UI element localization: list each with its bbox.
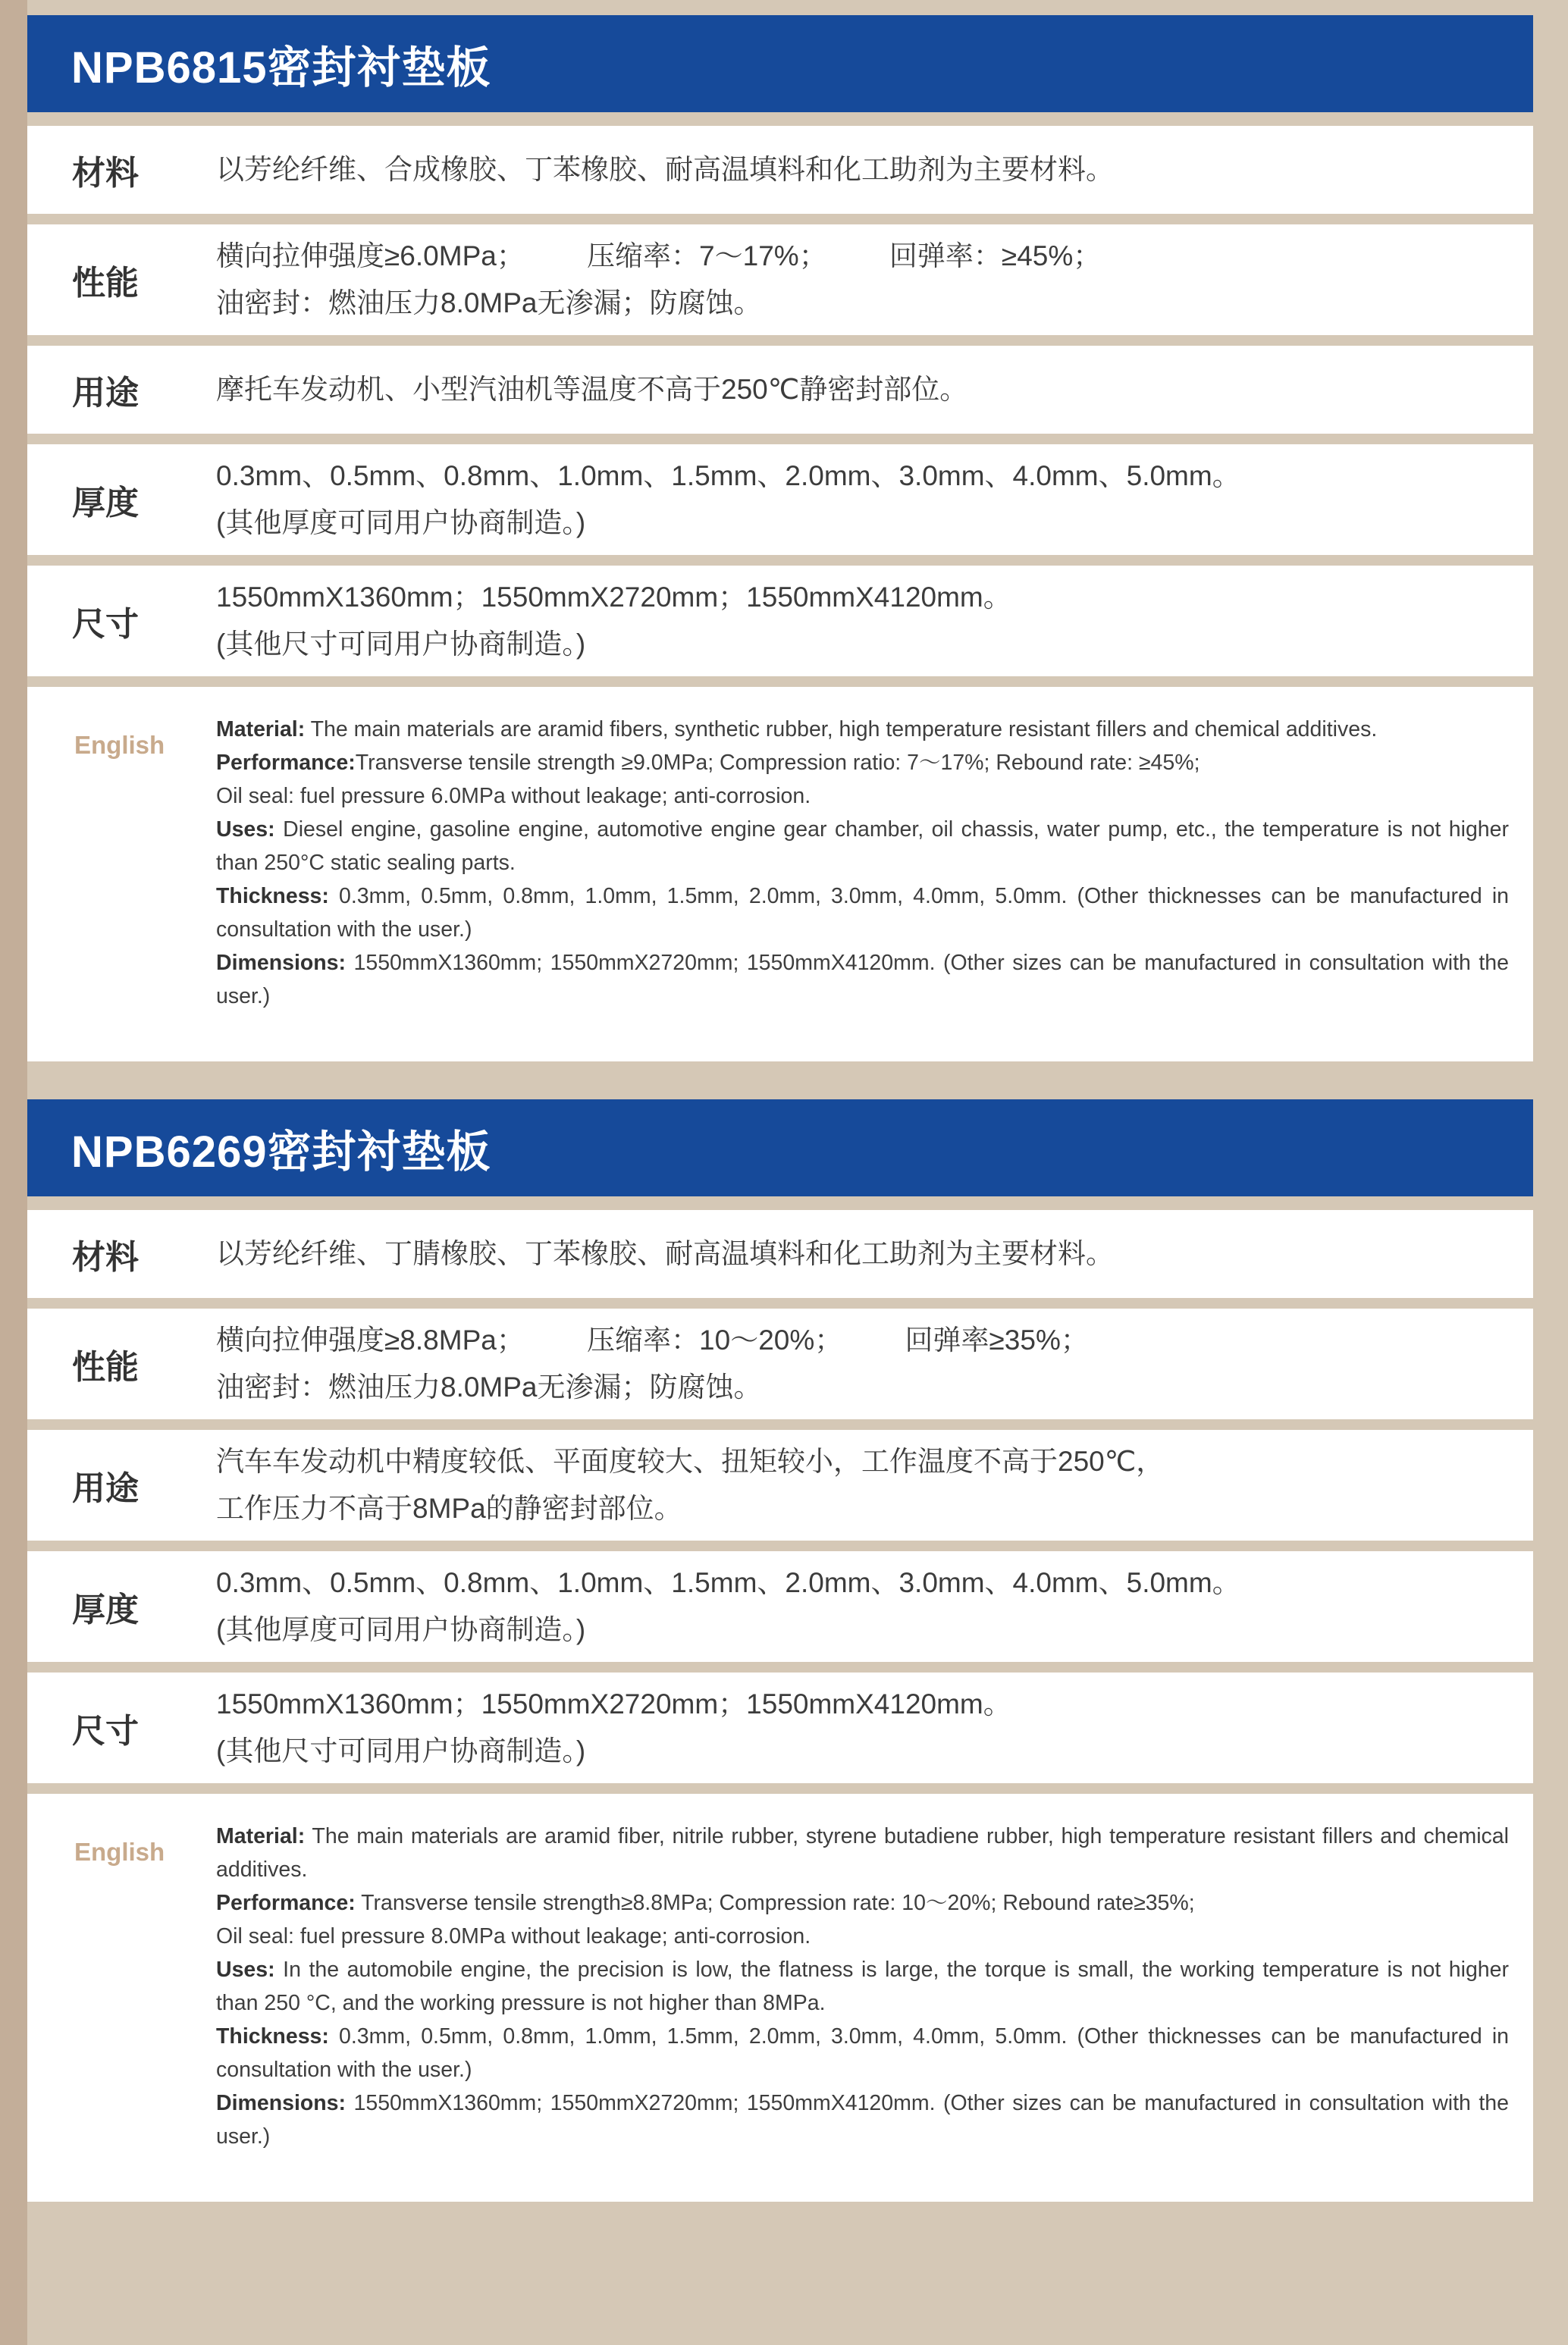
spec-row-content	[216, 1438, 1533, 1532]
spec-row-content	[216, 453, 1533, 547]
english-entry-text: Oil seal: fuel pressure 8.0MPa without leakage; anti-corrosion.	[216, 1924, 811, 1948]
english-entry-text: 1550mmX1360mm; 1550mmX2720mm; 1550mmX4120mm. (Other sizes can be manufactured in consultation with the user.)	[216, 2091, 1509, 2149]
spec-row-performance	[27, 1309, 1533, 1419]
spec-text: 汽车车发动机中精度较低、平面度较大、扭矩较小，工作温度不高于250℃，	[216, 1446, 1165, 1477]
spec-text: 油密封：燃油压力8.0MPa无渗漏；防腐蚀。	[216, 1372, 762, 1403]
english-entry-text: 1550mmX1360mm; 1550mmX2720mm; 1550mmX4120mm. (Other sizes can be manufactured in consultation with the user.)	[216, 951, 1509, 1008]
english-entry-uses	[216, 1953, 1509, 2020]
english-entry-label: Dimensions:	[216, 2091, 347, 2115]
spec-text: 横向拉伸强度≥6.0MPa； 压缩率：7～17%； 回弹率：≥45%；	[216, 240, 1102, 271]
spec-text: 0.3mm、0.5mm、0.8mm、1.0mm、1.5mm、2.0mm、3.0mm、4.0mm、5.0mm。	[216, 1567, 1240, 1598]
spec-row-label: 尺寸	[72, 606, 139, 643]
spec-row-content	[216, 1560, 1533, 1654]
english-entry-thickness	[216, 2020, 1509, 2086]
spec-row-uses	[27, 1430, 1533, 1541]
section-header	[27, 1099, 1533, 1196]
english-entry-text: Diesel engine, gasoline engine, automotive engine gear chamber, oil chassis, water pump, etc., the temperature is not higher than 250°C static sealing parts.	[216, 817, 1509, 875]
english-entry-label: Performance:	[216, 1891, 356, 1915]
english-entry-label: Uses:	[216, 1958, 275, 1982]
english-entry-material	[216, 1820, 1509, 1886]
product-title: NPB6269密封衬垫板	[71, 1127, 491, 1177]
product-section-npb6269	[27, 1099, 1533, 2202]
section-divider-gap	[27, 1061, 1533, 1099]
spec-row-content	[216, 1681, 1533, 1775]
english-entry-label: Uses:	[216, 817, 275, 842]
catalog-page	[27, 0, 1533, 2202]
spec-row-label: 材料	[72, 155, 139, 192]
spec-row-label: 厚度	[72, 484, 139, 522]
spec-row-dimensions	[27, 566, 1533, 676]
english-entry-oil-seal	[216, 1920, 1509, 1953]
spec-row-label: 性能	[72, 1349, 139, 1386]
english-label: English	[74, 731, 165, 759]
english-content	[216, 1820, 1509, 2153]
spec-row-material	[27, 1210, 1533, 1298]
spec-text: (其他尺寸可同用户协商制造。)	[216, 629, 586, 660]
spec-row-content	[216, 146, 1533, 193]
spec-row-thickness	[27, 444, 1533, 555]
spec-row-performance	[27, 224, 1533, 335]
spec-text: 以芳纶纤维、丁腈橡胶、丁苯橡胶、耐高温填料和化工助剂为主要材料。	[216, 1238, 1114, 1269]
english-entry-text: Transverse tensile strength ≥9.0MPa; Compression ratio: 7～17%; Rebound rate: ≥45%;	[355, 751, 1200, 775]
page-left-margin-strip	[0, 0, 27, 2345]
spec-row-label: 用途	[72, 1470, 139, 1507]
spec-row-label: 材料	[72, 1239, 139, 1276]
spec-text: (其他尺寸可同用户协商制造。)	[216, 1735, 586, 1767]
english-entry-text: The main materials are aramid fiber, nitrile rubber, styrene butadiene rubber, high temperature resistant fillers and chemical additives.	[216, 1824, 1509, 1882]
english-entry-text: Oil seal: fuel pressure 6.0MPa without leakage; anti-corrosion.	[216, 784, 811, 808]
english-content	[216, 713, 1509, 1013]
spec-text: 以芳纶纤维、合成橡胶、丁苯橡胶、耐高温填料和化工助剂为主要材料。	[216, 154, 1114, 185]
english-entry-uses	[216, 813, 1509, 879]
english-entry-label: Performance:	[216, 751, 356, 775]
spec-text: 1550mmX1360mm；1550mmX2720mm；1550mmX4120mm。	[216, 582, 1011, 613]
product-title: NPB6815密封衬垫板	[71, 43, 491, 92]
english-entry-label: Thickness:	[216, 884, 329, 908]
english-entry-performance	[216, 746, 1509, 779]
english-translation-panel	[27, 1794, 1533, 2202]
spec-text: 0.3mm、0.5mm、0.8mm、1.0mm、1.5mm、2.0mm、3.0mm、4.0mm、5.0mm。	[216, 460, 1240, 491]
english-entry-label: Material:	[216, 717, 306, 741]
spec-row-content	[216, 574, 1533, 668]
spec-row-content	[216, 1317, 1533, 1411]
spec-row-content	[216, 366, 1533, 413]
spec-row-content	[216, 233, 1533, 327]
spec-row-content	[216, 1230, 1533, 1278]
english-entry-thickness	[216, 879, 1509, 946]
spec-row-label: 厚度	[72, 1591, 139, 1629]
english-entry-dimensions	[216, 946, 1509, 1013]
english-entry-text: The main materials are aramid fibers, synthetic rubber, high temperature resistant fillers and chemical additives.	[305, 717, 1378, 741]
spec-row-material	[27, 126, 1533, 214]
spec-text: 摩托车发动机、小型汽油机等温度不高于250℃静密封部位。	[216, 374, 968, 405]
english-entry-text: Transverse tensile strength≥8.8MPa; Compression rate: 10～20%; Rebound rate≥35%;	[355, 1891, 1195, 1915]
spec-text: 横向拉伸强度≥8.8MPa； 压缩率：10～20%； 回弹率≥35%；	[216, 1325, 1089, 1356]
english-entry-label: Dimensions:	[216, 951, 347, 975]
english-label: English	[74, 1838, 165, 1866]
section-header	[27, 15, 1533, 112]
english-entry-oil-seal	[216, 779, 1509, 813]
product-section-npb6815	[27, 15, 1533, 1061]
english-entry-performance	[216, 1886, 1509, 1920]
english-entry-text: 0.3mm, 0.5mm, 0.8mm, 1.0mm, 1.5mm, 2.0mm, 3.0mm, 4.0mm, 5.0mm. (Other thicknesses can be manufactured in consultation with the user.)	[216, 884, 1509, 942]
english-entry-dimensions	[216, 2086, 1509, 2153]
spec-text: 1550mmX1360mm；1550mmX2720mm；1550mmX4120mm。	[216, 1688, 1011, 1720]
spec-text: 工作压力不高于8MPa的静密封部位。	[216, 1493, 682, 1524]
english-entry-text: 0.3mm, 0.5mm, 0.8mm, 1.0mm, 1.5mm, 2.0mm, 3.0mm, 4.0mm, 5.0mm. (Other thicknesses can be manufactured in consultation with the user.)	[216, 2024, 1509, 2082]
english-translation-panel	[27, 687, 1533, 1061]
spec-row-uses	[27, 346, 1533, 434]
spec-text: (其他厚度可同用户协商制造。)	[216, 507, 586, 538]
spec-text: 油密封：燃油压力8.0MPa无渗漏；防腐蚀。	[216, 287, 762, 318]
english-entry-text: In the automobile engine, the precision is low, the flatness is large, the torque is small, the working temperature is not higher than 250 °C, and the working pressure is not higher than 8MPa.	[216, 1958, 1509, 2015]
spec-row-label: 性能	[72, 265, 139, 302]
spec-row-thickness	[27, 1551, 1533, 1662]
english-entry-label: Thickness:	[216, 2024, 329, 2049]
spec-text: (其他厚度可同用户协商制造。)	[216, 1614, 586, 1645]
english-entry-label: Material:	[216, 1824, 306, 1848]
spec-row-label: 用途	[72, 375, 139, 412]
english-entry-material	[216, 713, 1509, 746]
spec-row-label: 尺寸	[72, 1713, 139, 1750]
spec-row-dimensions	[27, 1673, 1533, 1783]
